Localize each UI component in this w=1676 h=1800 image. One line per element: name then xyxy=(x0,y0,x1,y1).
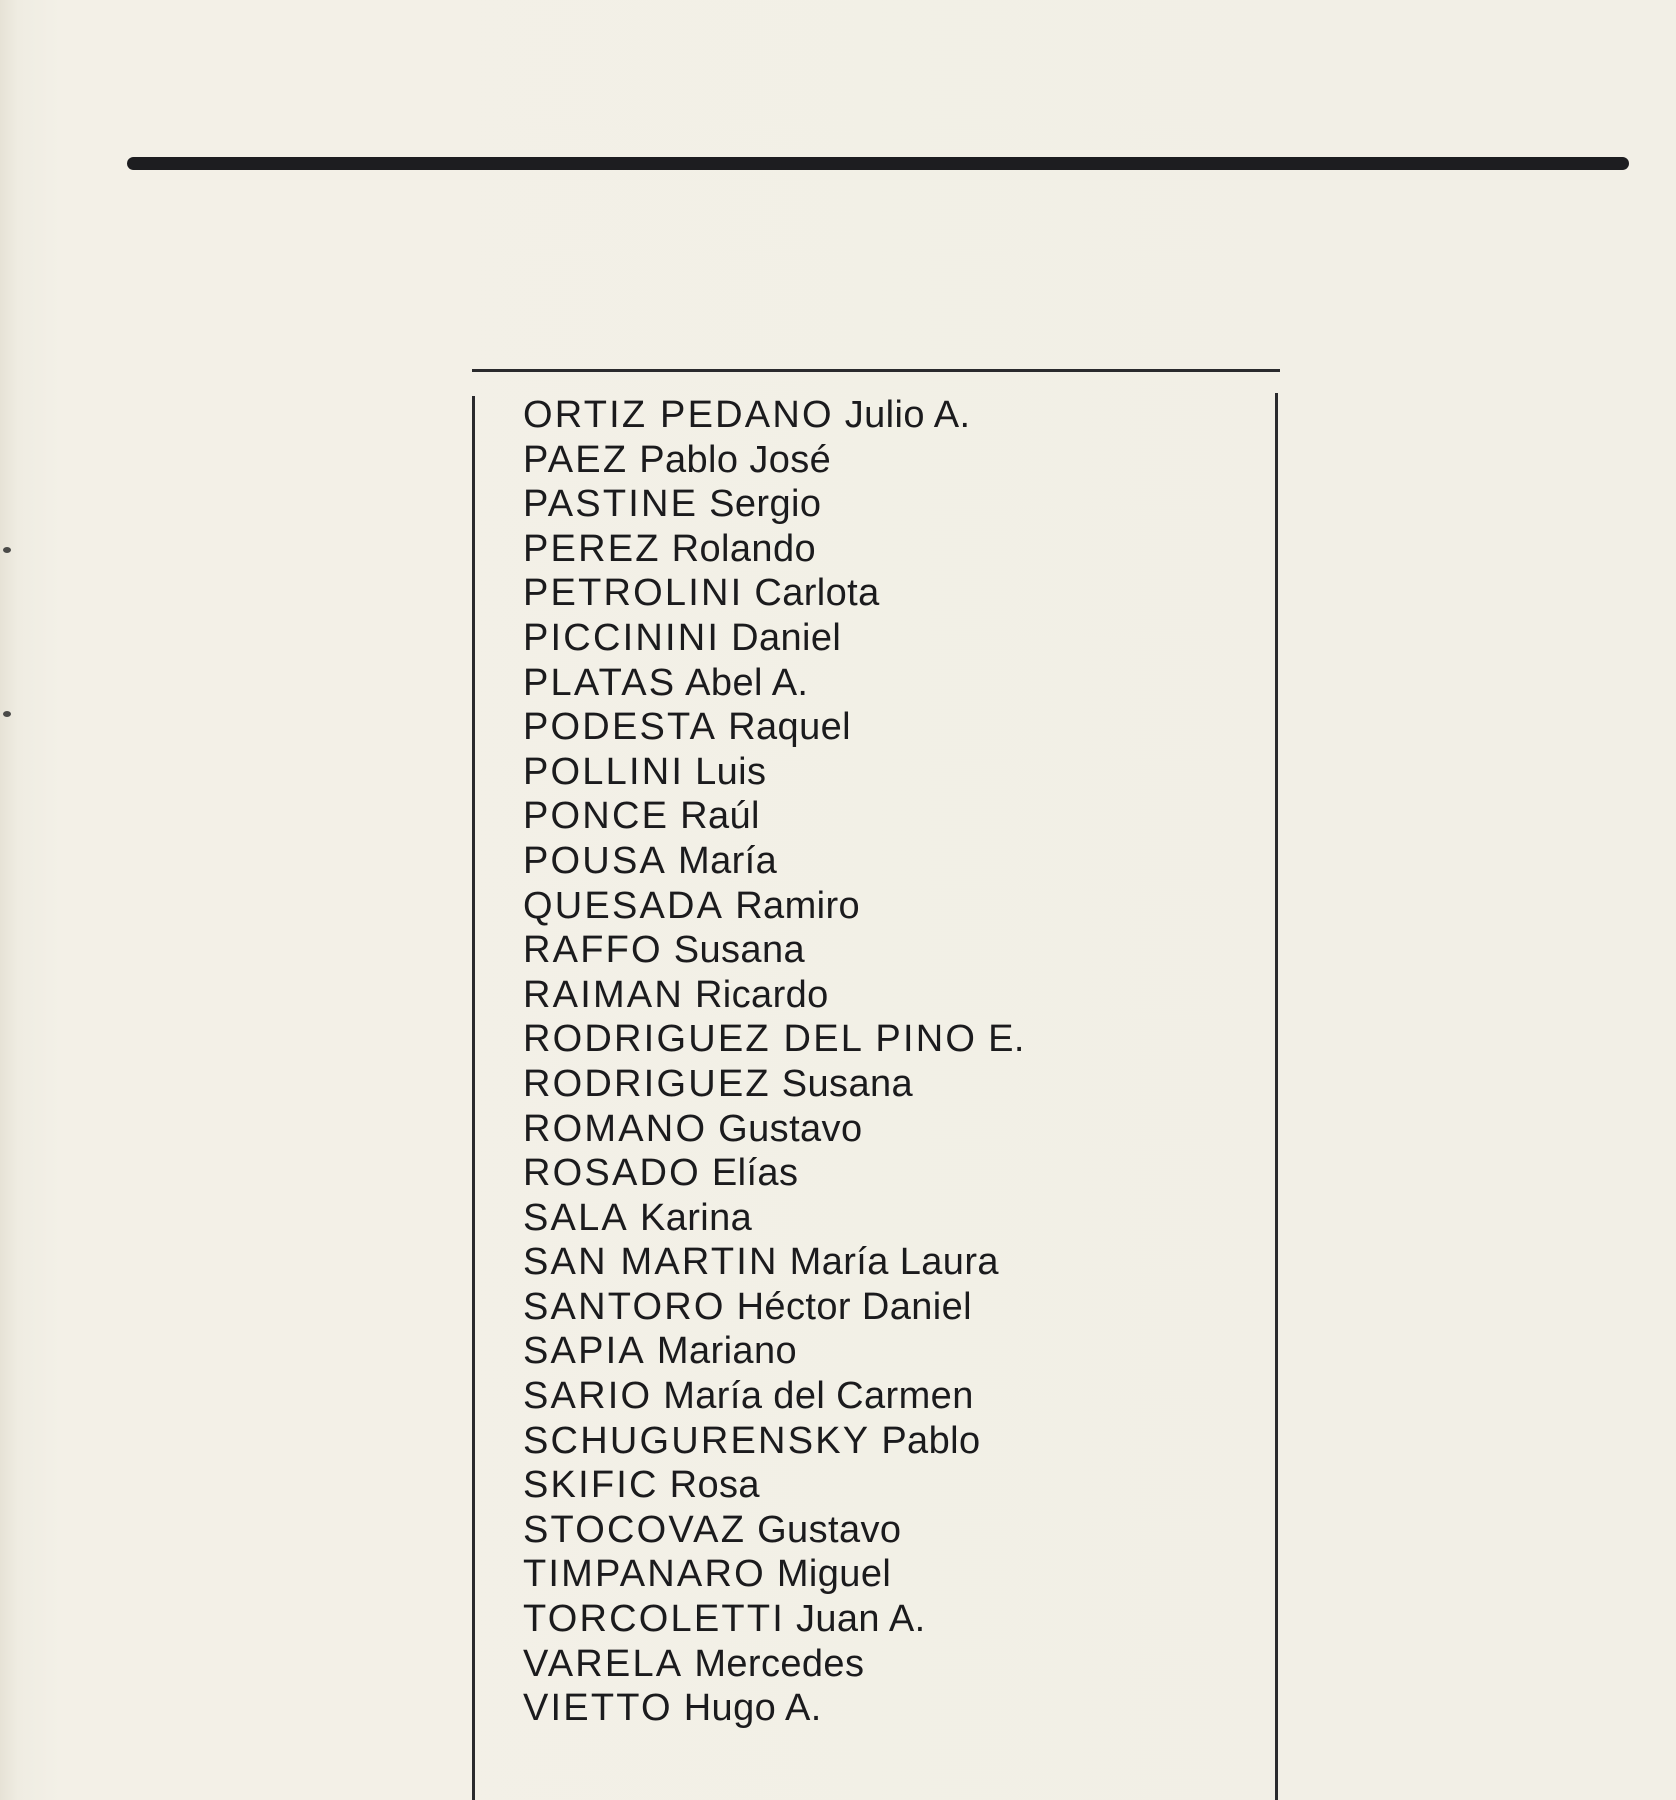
given-name: Miguel xyxy=(776,1553,892,1596)
surname: SAPIA xyxy=(523,1330,646,1373)
surname: TORCOLETTI xyxy=(523,1598,785,1641)
top-horizontal-rule xyxy=(127,157,1629,170)
given-name: Raquel xyxy=(728,706,851,749)
list-item xyxy=(523,1552,1025,1597)
surname: VIETTO xyxy=(523,1687,673,1730)
surname: PASTINE xyxy=(523,483,699,526)
surname: TIMPANARO xyxy=(523,1553,766,1596)
given-name: Elías xyxy=(711,1152,799,1195)
surname: SANTORO xyxy=(523,1285,726,1328)
list-item xyxy=(523,1062,1025,1107)
list-box-left-rule xyxy=(472,396,475,1800)
given-name: Daniel xyxy=(731,616,842,659)
list-item xyxy=(523,750,1025,795)
surname: SALA xyxy=(523,1196,629,1239)
surname: POLLINI xyxy=(523,750,685,793)
list-item xyxy=(523,661,1025,706)
surname: PETROLINI xyxy=(523,572,744,615)
list-item xyxy=(523,1374,1025,1419)
list-item xyxy=(523,1107,1025,1152)
given-name: María xyxy=(678,839,778,882)
list-item xyxy=(523,884,1025,929)
surname: PONCE xyxy=(523,795,670,838)
given-name: Luis xyxy=(695,750,767,793)
given-name: Pablo José xyxy=(639,438,832,481)
list-item xyxy=(523,616,1025,661)
list-box-top-rule xyxy=(472,369,1280,372)
surname: PODESTA xyxy=(523,706,718,749)
given-name: Sergio xyxy=(709,483,822,526)
given-name: Ricardo xyxy=(694,973,829,1016)
given-name: Rolando xyxy=(671,527,817,570)
list-item xyxy=(523,1419,1025,1464)
given-name: Héctor Daniel xyxy=(736,1285,973,1328)
surname: ROSADO xyxy=(523,1152,701,1195)
surname: QUESADA xyxy=(523,884,725,927)
surname: SCHUGURENSKY xyxy=(523,1419,871,1462)
given-name: Ramiro xyxy=(735,884,861,927)
list-item xyxy=(523,571,1025,616)
list-item xyxy=(523,1017,1025,1062)
list-item xyxy=(523,393,1025,438)
surname: RAFFO xyxy=(523,929,663,972)
given-name: Gustavo xyxy=(757,1508,902,1551)
list-item xyxy=(523,839,1025,884)
given-name: Abel A. xyxy=(685,661,809,704)
surname: ROMANO xyxy=(523,1107,708,1150)
list-item xyxy=(523,928,1025,973)
given-name: E. xyxy=(988,1018,1025,1061)
surname: RAIMAN xyxy=(523,973,684,1016)
list-item xyxy=(523,794,1025,839)
surname: RODRIGUEZ xyxy=(523,1062,771,1105)
surname: SAN MARTIN xyxy=(523,1241,779,1284)
given-name: Karina xyxy=(639,1196,753,1239)
list-item xyxy=(523,1508,1025,1553)
given-name: Juan A. xyxy=(795,1598,926,1641)
margin-speck-mark xyxy=(3,547,11,553)
given-name: María del Carmen xyxy=(663,1375,974,1418)
surname: ORTIZ PEDANO xyxy=(523,394,834,436)
given-name: Susana xyxy=(781,1062,914,1105)
surname: PLATAS xyxy=(523,661,677,704)
given-name: Julio A. xyxy=(844,394,971,436)
given-name: Gustavo xyxy=(718,1107,863,1150)
given-name: Mariano xyxy=(656,1330,798,1373)
surname: RODRIGUEZ DEL PINO xyxy=(523,1018,978,1061)
surname: PICCININI xyxy=(523,616,721,659)
list-item xyxy=(523,1240,1025,1285)
given-name: Pablo xyxy=(881,1419,981,1462)
list-item xyxy=(523,1642,1025,1687)
list-item xyxy=(523,1686,1025,1731)
given-name: María Laura xyxy=(789,1241,999,1284)
given-name: Rosa xyxy=(669,1464,760,1507)
list-box-right-rule xyxy=(1275,393,1278,1800)
list-item xyxy=(523,1151,1025,1196)
list-item xyxy=(523,973,1025,1018)
surname: POUSA xyxy=(523,839,668,882)
margin-speck-mark xyxy=(3,711,11,717)
given-name: Hugo A. xyxy=(683,1687,822,1730)
list-item xyxy=(523,705,1025,750)
name-list xyxy=(523,393,1025,1731)
given-name: Carlota xyxy=(754,572,880,615)
list-item xyxy=(523,1463,1025,1508)
list-item xyxy=(523,527,1025,572)
given-name: Mercedes xyxy=(694,1642,865,1685)
surname: SARIO xyxy=(523,1375,653,1418)
list-item xyxy=(523,482,1025,527)
surname: STOCOVAZ xyxy=(523,1508,747,1551)
surname: VARELA xyxy=(523,1642,684,1685)
given-name: Susana xyxy=(673,929,806,972)
list-item xyxy=(523,1196,1025,1241)
list-item xyxy=(523,438,1025,483)
list-item xyxy=(523,1597,1025,1642)
surname: PAEZ xyxy=(523,438,629,481)
list-item xyxy=(523,1285,1025,1330)
given-name: Raúl xyxy=(680,795,760,838)
list-item xyxy=(523,1329,1025,1374)
surname: SKIFIC xyxy=(523,1464,659,1507)
surname: PEREZ xyxy=(523,527,661,570)
